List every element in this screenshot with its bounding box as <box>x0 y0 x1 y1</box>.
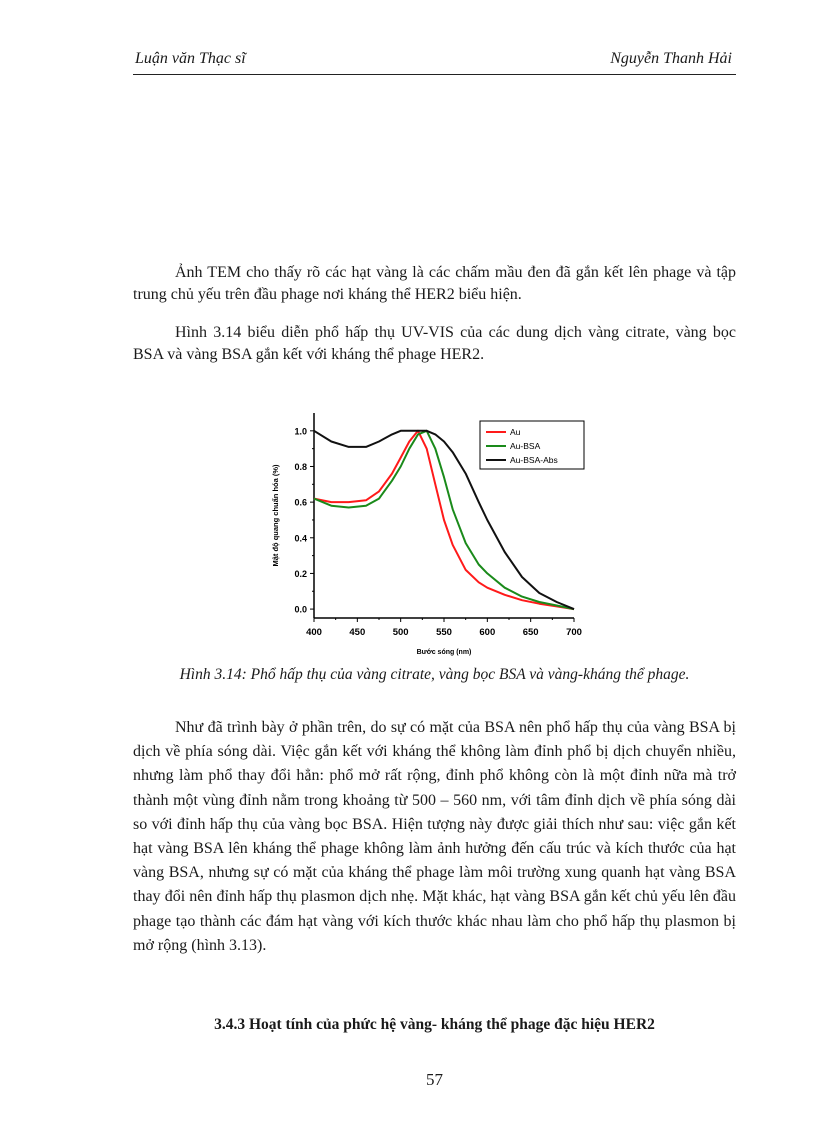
page-number: 57 <box>426 1070 443 1089</box>
x-axis-label: Bước sóng (nm) <box>416 649 472 656</box>
figure-caption: Hình 3.14: Phổ hấp thụ của vàng citrate, vàng bọc BSA và vàng-kháng thể phage. <box>179 666 690 683</box>
paragraph-figure-intro: Hình 3.14 biểu diễn phổ hấp thụ UV-VIS của các dung dịch vàng citrate, vàng bọc BSA và vàng BSA gắn kết với kháng thể phage HER2. <box>133 324 736 363</box>
x-tick-label: 450 <box>349 627 366 638</box>
y-tick-label: 0.8 <box>294 461 307 472</box>
y-tick-label: 1.0 <box>294 426 307 437</box>
header-thesis-type: Luận văn Thạc sĩ <box>135 50 246 67</box>
x-tick-label: 700 <box>566 627 582 638</box>
header-author: Nguyễn Thanh Hải <box>610 50 732 67</box>
page-header <box>133 48 736 75</box>
paragraph-discussion: Như đã trình bày ở phần trên, do sự có mặt của BSA nên phổ hấp thụ của vàng BSA bị dịch về phía sóng dài. Việc gắn kết với kháng thể không làm đỉnh phổ bị dịch chuyển nhiều, nhưng làm phổ thay đổi hẳn: phổ mở rất rộng, đỉnh phổ không còn là một đỉnh nữa mà trở thành một vùng đỉnh nằm trong khoảng từ 500 – 560 nm, với tâm đỉnh dịch về phía sóng dài so với đỉnh hấp thụ của vàng bọc BSA. Hiện tượng này được giải thích như sau: việc gắn kết hạt vàng BSA lên kháng thể phage không làm ảnh hưởng đến cấu trúc và kích thước của hạt vàng BSA, nhưng sự có mặt của kháng thể phage làm môi trường xung quanh hạt vàng BSA thay đổi nên đỉnh hấp thụ plasmon dịch nhẹ. Mặt khác, hạt vàng BSA gắn kết chủ yếu lên đầu phage tạo thành các đám hạt vàng với kích thước khác nhau làm cho phổ hấp thụ plasmon bị mở rộng (hình 3.13). <box>133 719 736 954</box>
legend-label-au: Au <box>510 427 521 437</box>
paragraph-tem-description: Ảnh TEM cho thấy rõ các hạt vàng là các chấm mầu đen đã gắn kết lên phage và tập trung chủ yếu trên đầu phage nơi kháng thể HER2 biểu hiện. <box>133 264 736 303</box>
uv-vis-spectrum-chart <box>262 405 602 660</box>
x-tick-label: 550 <box>436 627 452 638</box>
legend-label-au-bsa: Au-BSA <box>510 441 541 451</box>
y-tick-label: 0.0 <box>294 604 307 615</box>
x-tick-label: 500 <box>392 627 409 638</box>
y-tick-label: 0.2 <box>294 568 307 579</box>
y-tick-label: 0.6 <box>294 497 307 508</box>
y-axis-label: Mật độ quang chuẩn hóa (%) <box>271 464 280 567</box>
x-tick-label: 600 <box>479 627 496 638</box>
x-tick-label: 400 <box>306 627 322 638</box>
section-heading-3-4-3: 3.4.3 Hoạt tính của phức hệ vàng- kháng thể phage đặc hiệu HER2 <box>214 1016 655 1033</box>
y-tick-label: 0.4 <box>294 533 307 544</box>
x-tick-label: 650 <box>522 627 539 638</box>
legend-label-au-bsa-abs: Au-BSA-Abs <box>510 455 558 465</box>
